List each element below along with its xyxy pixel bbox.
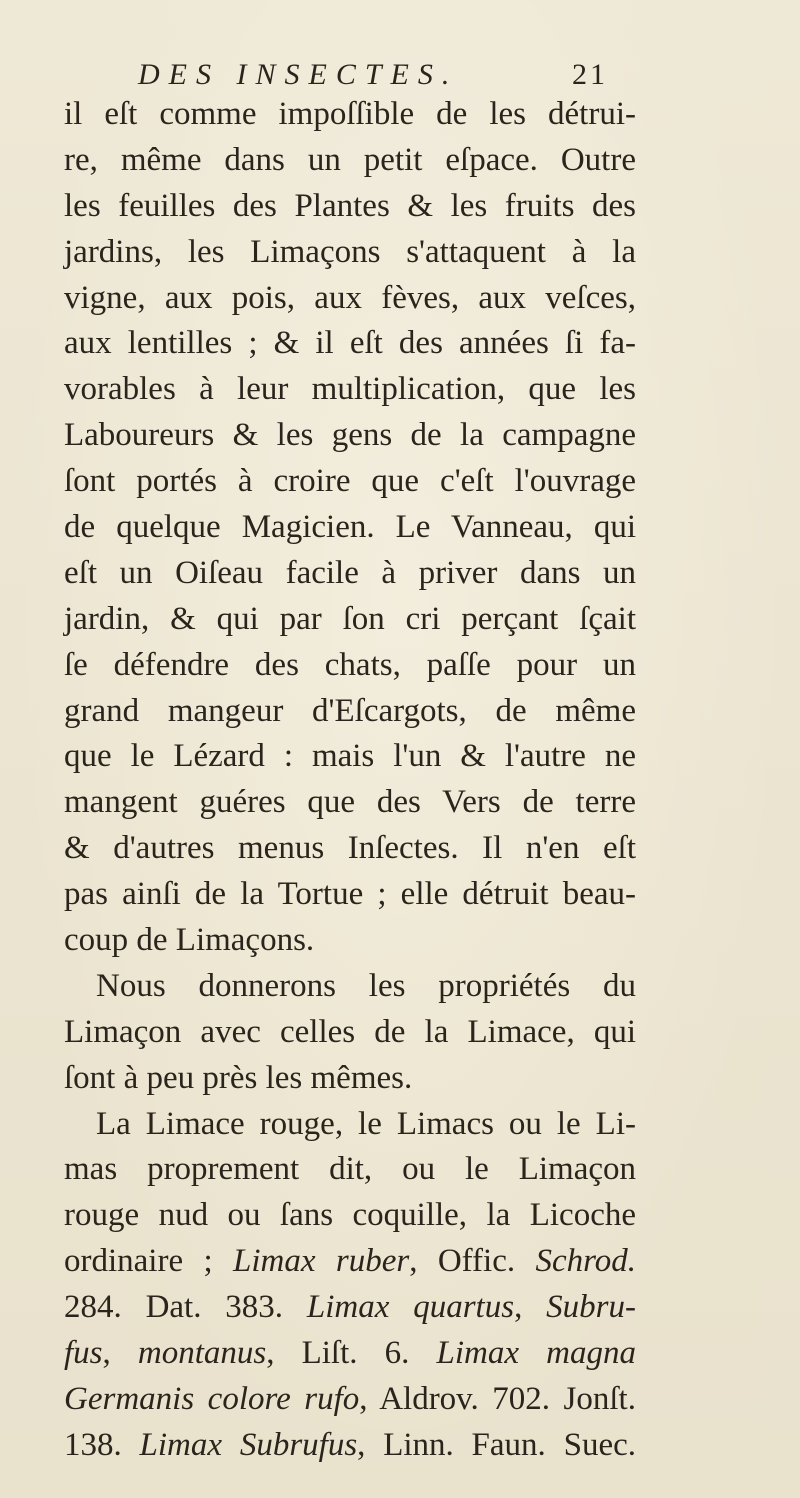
text-line [64,1239,636,1285]
text-line: vorables à leur multiplication, que les [64,371,636,408]
text-line: Limaçon avec celles de la Limace, qui [64,1013,636,1050]
text-run: 284. Dat. 383. [64,1289,307,1326]
text-line [64,1285,636,1331]
text-line: les feuilles des Plantes & les fruits des [64,187,636,224]
text-run: , Aldrov. 702. Jonſt. [359,1380,636,1417]
text-line [64,1331,636,1377]
text-run: , Linn. Faun. Suec. [357,1426,636,1463]
text-line: ſe défendre des chats, paſſe pour un [64,646,636,683]
italic-species-name: fus [64,1335,103,1372]
text-line: jardin, & qui par ſon cri perçant ſçait [64,600,636,637]
text-line: rouge nud ou ſans coquille, la Licoche [64,1197,636,1234]
text-line: de quelque Magicien. Le Vanneau, qui [64,509,636,546]
text-run: , [514,1289,547,1326]
italic-citation: Schrod. [535,1243,636,1280]
text-line [64,1377,636,1423]
text-line: il eſt comme impoſſible de les détrui- [64,96,636,132]
italic-species-name: Subru- [546,1289,636,1326]
text-line [64,1423,636,1469]
text-line: Laboureurs & les gens de la campagne [64,417,636,454]
text-line: ſont portés à croire que c'eſt l'ouvrage [64,463,636,500]
text-run: , Offic. [409,1243,536,1280]
text-line: & d'autres menus Inſectes. Il n'en eſt [64,830,636,867]
text-run: , [102,1335,138,1372]
page-number: 21 [572,58,608,91]
italic-species-name: Germanis colore rufo [64,1380,360,1417]
text-run: ordinaire ; [64,1243,234,1280]
text-line: vigne, aux pois, aux fèves, aux veſces, [64,279,636,316]
text-line: coup de Limaçons. [64,922,315,959]
text-line: ſont à peu près les mêmes. [64,1059,413,1096]
text-run: , Liſt. 6. [266,1335,437,1372]
italic-species-name: Limax Subrufus [139,1426,358,1463]
italic-species-name: Limax magna [436,1335,636,1372]
text-line: La Limace rouge, le Limacs ou le Li- [96,1105,636,1142]
italic-species-name: Limax ruber [233,1243,410,1280]
italic-species-name: Limax quartus [306,1289,515,1326]
text-line: mangent guéres que des Vers de terre [64,784,636,821]
text-line: eſt un Oiſeau facile à priver dans un [64,554,636,591]
italic-species-name: montanus [137,1335,267,1372]
body-text [64,92,636,1469]
text-line: aux lentilles ; & il eſt des années ſi fa- [64,325,636,362]
text-line: grand mangeur d'Eſcargots, de même [64,692,636,729]
text-line: jardins, les Limaçons s'attaquent à la [64,233,636,270]
text-line: mas proprement dit, ou le Limaçon [64,1151,636,1188]
text-line: Nous donnerons les propriétés du [96,967,636,1004]
text-line: re, même dans un petit eſpace. Outre [64,141,636,178]
text-line: pas ainſi de la Tortue ; elle détruit beau- [64,876,636,913]
text-line: que le Lézard : mais l'un & l'autre ne [64,738,636,775]
text-run: 138. [64,1426,140,1463]
running-title: DES INSECTES. [138,58,459,91]
